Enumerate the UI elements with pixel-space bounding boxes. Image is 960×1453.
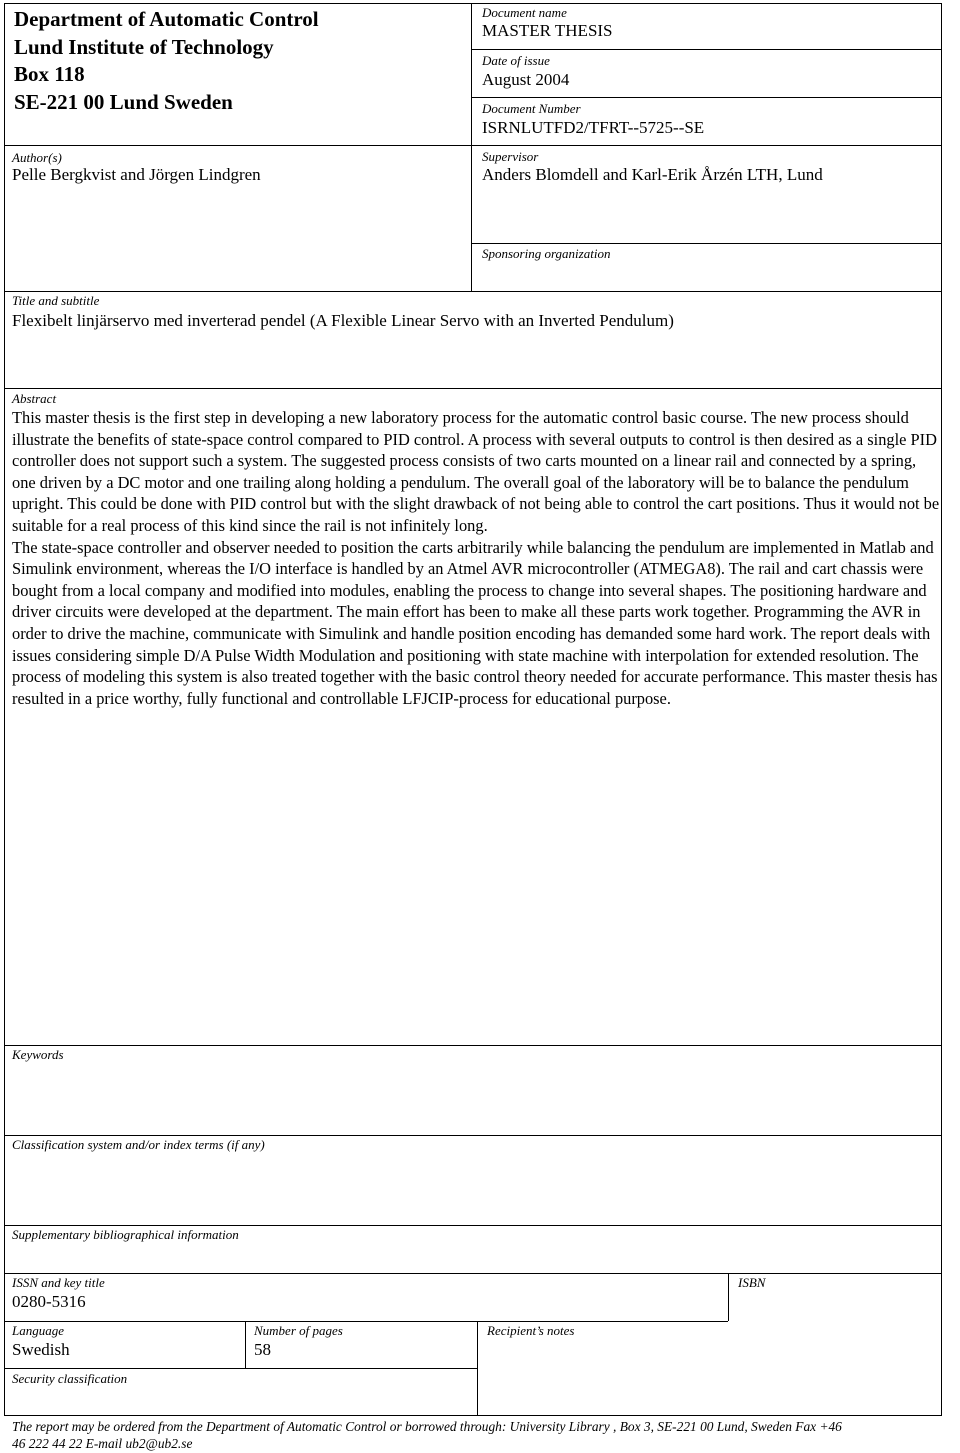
divider xyxy=(471,97,942,98)
footer-line: The report may be ordered from the Department of Automatic Control or borrowed through: University Library , Box 3, SE-221 00 Lund, Sweden Fax +46 xyxy=(12,1419,842,1434)
form-frame xyxy=(4,3,942,1416)
date-of-issue-label: Date of issue xyxy=(482,53,550,68)
security-label: Security classification xyxy=(12,1371,128,1386)
pages-label: Number of pages xyxy=(254,1323,343,1338)
abstract-paragraph: The state-space controller and observer needed to position the carts arbitrarily while balancing the pendulum are implemented in Matlab and Simulink environment, whereas the I/O interface is handled by an Atmel AVR microcontroller (ATMEGA8). The rail and cart chassis were bought from a local company and modified into modules, enabling the process to change into several shapes. The positioning hardware and driver circuits were developed at the department. The main effort has been to make all these parts work together. Programming the AVR in order to drive the machine, communicate with Simulink and handle position encoding has demanded some hard work. The report deals with issues considering simple D/A Pulse Width Modulation and positioning with state machine with interpolation for extended resolution. The process of modeling this system is also treated together with the basic control theory needed for accurate performance. This master thesis has resulted in a price worthy, fully functional and controllable LFJCIP-process for educational purpose. xyxy=(12,537,938,708)
pages-value: 58 xyxy=(254,1340,271,1359)
language-label: Language xyxy=(12,1323,64,1338)
divider xyxy=(471,145,942,146)
divider xyxy=(4,1321,728,1322)
authors-value: Pelle Bergkvist and Jörgen Lindgren xyxy=(12,165,261,184)
keywords-label: Keywords xyxy=(12,1047,64,1062)
address-line: Box 118 xyxy=(14,62,85,86)
supervisor-value: Anders Blomdell and Karl-Erik Årzén LTH, Lund xyxy=(482,165,823,184)
recipient-notes-label: Recipient’s notes xyxy=(487,1323,575,1338)
document-name-value: MASTER THESIS xyxy=(482,21,613,40)
department-address xyxy=(14,6,319,116)
address-line: Lund Institute of Technology xyxy=(14,34,274,59)
address-line: SE-221 00 Lund Sweden xyxy=(14,89,233,114)
sponsoring-label: Sponsoring organization xyxy=(482,246,611,261)
divider xyxy=(471,49,942,50)
authors-label: Author(s) xyxy=(12,150,62,165)
abstract-label: Abstract xyxy=(12,391,57,406)
divider xyxy=(477,1321,478,1416)
date-of-issue-value: August 2004 xyxy=(482,70,570,89)
divider xyxy=(245,1321,246,1368)
document-name-label: Document name xyxy=(482,5,567,20)
footer-line: 46 222 44 22 E-mail ub2@ub2.se xyxy=(12,1436,193,1451)
divider xyxy=(4,1135,942,1136)
divider xyxy=(471,243,942,244)
divider xyxy=(728,1273,729,1321)
divider xyxy=(4,388,942,389)
title-value: Flexibelt linjärservo med inverterad pendel (A Flexible Linear Servo with an Inverted Pendulum) xyxy=(12,311,674,330)
divider xyxy=(4,145,471,146)
document-number-label: Document Number xyxy=(482,101,581,116)
divider xyxy=(471,3,472,292)
divider xyxy=(4,1273,942,1274)
document-number-value: ISRNLUTFD2/TFRT--5725--SE xyxy=(482,118,705,137)
supplementary-label: Supplementary bibliographical information xyxy=(12,1227,239,1242)
divider xyxy=(4,1225,942,1226)
issn-value: 0280-5316 xyxy=(12,1292,86,1311)
classification-label: Classification system and/or index terms (if any) xyxy=(12,1137,265,1152)
address-line: Department of Automatic Control xyxy=(14,7,319,31)
ordering-info-footer xyxy=(12,1418,958,1452)
abstract-paragraph: This master thesis is the first step in developing a new laboratory process for the automatic control basic course. The new process should illustrate the benefits of state-space control compared to PID control. A process with several outputs to control is then desired as a single PID controller does not support such a system. The suggested process consists of two carts mounted on a linear rail and connected by a spring, one driven by a DC motor and one trailing along holding a pendulum. The overall goal of the laboratory will be to balance the pendulum upright. This could be done with PID control but with the slight drawback of not being able to control the cart positions. Thus it would not be suitable for a real process of this kind since the rail is not infinitely long. xyxy=(12,408,940,535)
issn-label: ISSN and key title xyxy=(12,1275,105,1290)
divider xyxy=(4,1045,942,1046)
language-value: Swedish xyxy=(12,1340,70,1359)
supervisor-label: Supervisor xyxy=(482,149,539,164)
abstract-text xyxy=(12,407,940,709)
divider xyxy=(4,1368,478,1369)
divider xyxy=(4,291,942,292)
title-label: Title and subtitle xyxy=(12,293,100,308)
isbn-label: ISBN xyxy=(738,1275,766,1290)
